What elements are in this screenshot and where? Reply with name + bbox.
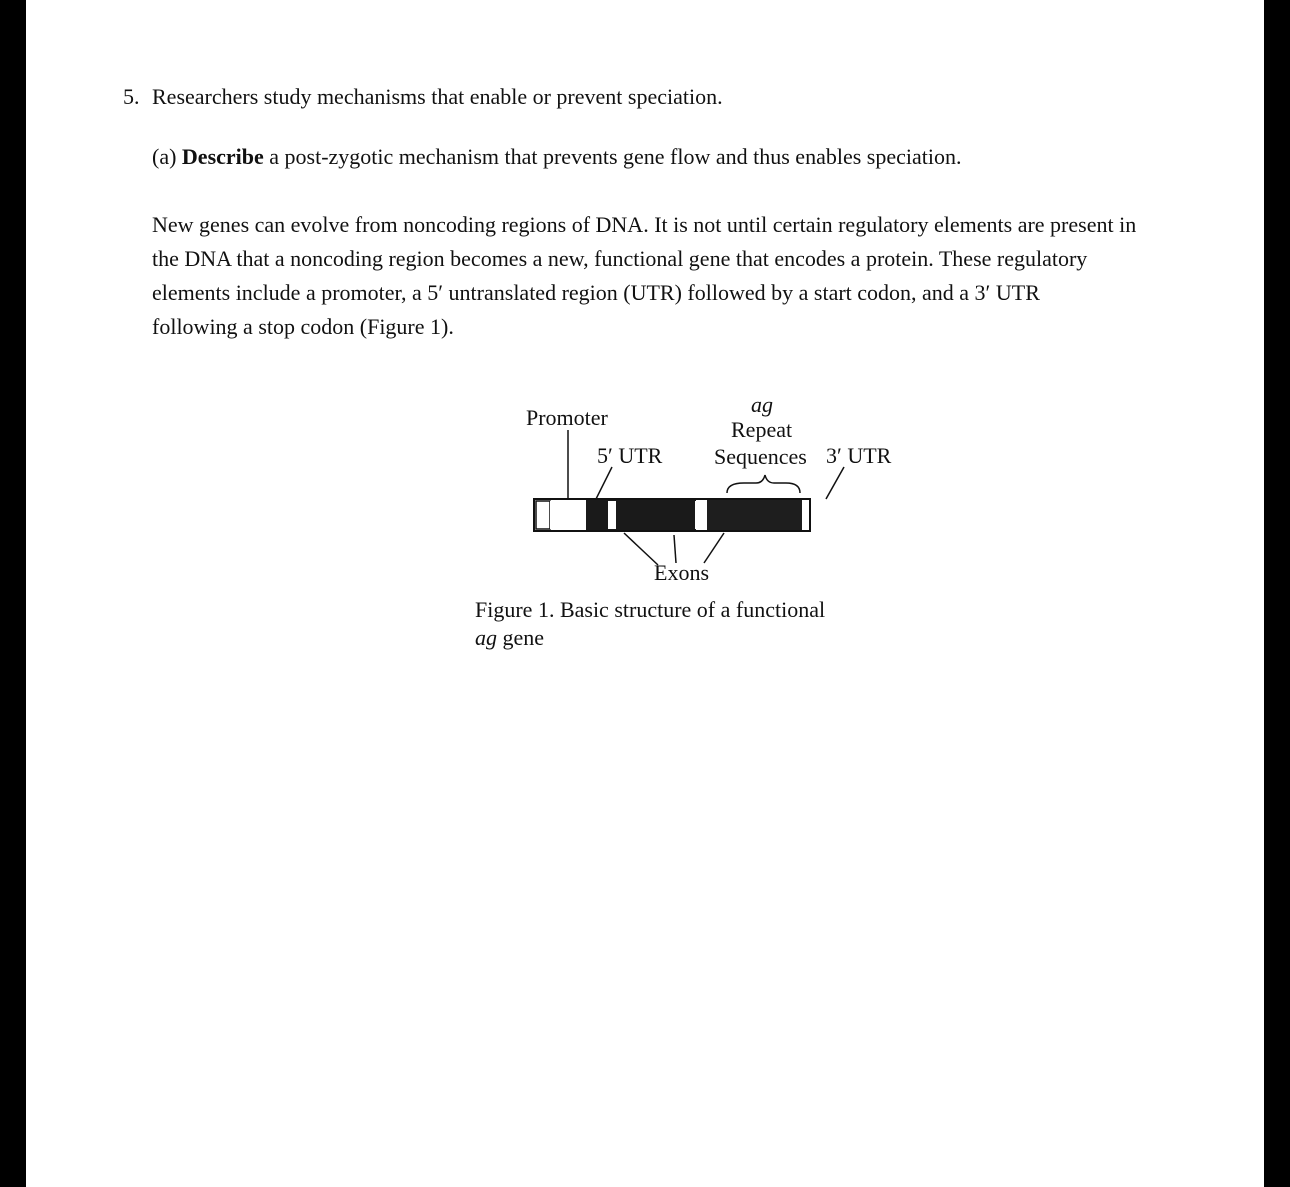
sequences-label: Sequences (714, 444, 807, 469)
caption-gene: gene (502, 625, 545, 650)
utr5-pointer (596, 467, 612, 499)
paragraph-line: the DNA that a noncoding region becomes a new, functional gene that encodes a protein. These regulatory (152, 246, 1088, 271)
exon-pointer (704, 533, 724, 563)
utr3-label: 3′ UTR (826, 443, 892, 468)
utr5-label: 5′ UTR (597, 443, 663, 468)
gene-structure-figure (486, 385, 906, 595)
promoter-region (536, 501, 550, 529)
utr5-region (550, 501, 586, 529)
part-a-verb: Describe (181, 144, 264, 169)
caption-line-1: Figure 1. Basic structure of a functional (475, 597, 826, 622)
intro-paragraph (152, 208, 1232, 344)
paragraph-line: elements include a promoter, a 5′ untranslated region (UTR) followed by a start codon, and a 3′ UTR (152, 280, 1040, 305)
utr3-pointer (826, 467, 844, 499)
repeat-bracket (727, 475, 800, 493)
part-a-text: a post-zygotic mechanism that prevents gene flow and thus enables speciation. (269, 144, 962, 169)
intron-gap (608, 501, 616, 529)
ag-label: ag (751, 392, 773, 417)
utr3-region (802, 501, 809, 529)
promoter-label: Promoter (526, 405, 608, 430)
question-number: 5. (123, 84, 140, 109)
exon-pointer (624, 533, 658, 565)
part-a-prompt (152, 140, 961, 174)
paragraph-line: following a stop codon (Figure 1). (152, 314, 454, 339)
caption-ag: ag (475, 625, 497, 650)
paragraph-line: New genes can evolve from noncoding regions of DNA. It is not until certain regulatory elements are present in (152, 212, 1137, 237)
exons-label: Exons (654, 560, 709, 585)
document-page (26, 0, 1264, 1187)
intron-gap (695, 501, 707, 529)
repeat-label: Repeat (731, 417, 793, 442)
exon-3-repeat (707, 500, 802, 530)
question-text: Researchers study mechanisms that enable or prevent speciation. (152, 84, 723, 109)
part-a-label: (a) (152, 144, 177, 169)
figure-caption (475, 596, 825, 652)
exon-2 (636, 500, 696, 530)
caption-line-2 (475, 624, 825, 652)
exon-pointer (674, 535, 676, 563)
